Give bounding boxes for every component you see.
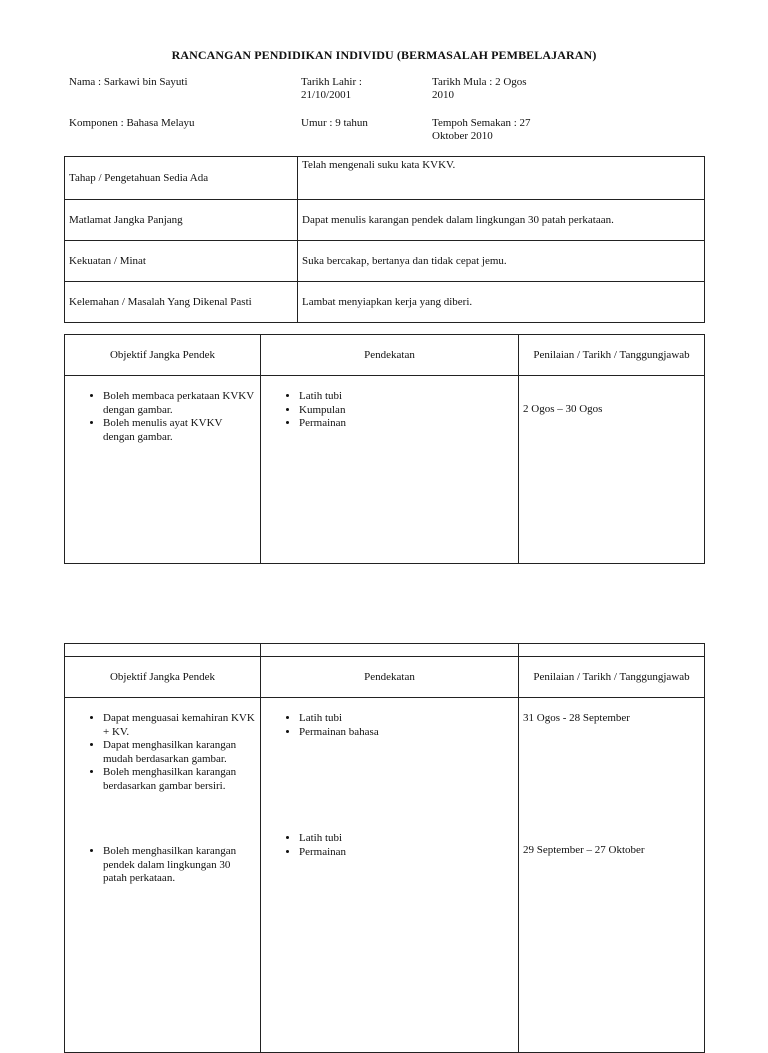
objective-item: • Boleh membaca perkataan KVKV dengan gambar. (103, 390, 256, 417)
header-pendekatan: Pendekatan (261, 657, 519, 698)
date-cell: 2 Ogos – 30 Ogos (519, 376, 705, 564)
objectives-cell (65, 698, 261, 1053)
approach-item: • Permainan (299, 846, 514, 860)
plan-row (65, 376, 705, 564)
empty-row (65, 644, 705, 657)
empty-cell (519, 644, 705, 657)
plan-table-1 (64, 334, 705, 564)
header-objektif: Objektif Jangka Pendek (65, 335, 261, 376)
plan-header-row (65, 335, 705, 376)
date-text: 31 Ogos - 28 September (523, 712, 630, 724)
plan-table-2 (64, 643, 705, 1053)
approach-item: • Latih tubi (299, 390, 514, 404)
approach-item: • Latih tubi (299, 832, 514, 846)
info-komponen: Komponen : Bahasa Melayu (69, 117, 195, 129)
objectives-cell (65, 376, 261, 564)
tarikh-lahir-label: Tarikh Lahir : (301, 76, 362, 88)
profile-table (64, 156, 705, 323)
profile-label: Tahap / Pengetahuan Sedia Ada (65, 157, 298, 200)
approaches-cell (261, 698, 519, 1053)
date-text: 29 September – 27 Oktober (523, 844, 645, 856)
profile-value: Suka bercakap, bertanya dan tidak cepat jemu. (298, 241, 705, 282)
profile-row (65, 241, 705, 282)
profile-label: Kekuatan / Minat (65, 241, 298, 282)
profile-row (65, 157, 705, 200)
header-objektif: Objektif Jangka Pendek (65, 657, 261, 698)
approach-item: • Kumpulan (299, 404, 514, 418)
info-nama: Nama : Sarkawi bin Sayuti (69, 76, 188, 88)
empty-cell (261, 644, 519, 657)
tarikh-lahir-value: 21/10/2001 (301, 89, 352, 101)
header-penilaian: Penilaian / Tarikh / Tanggungjawab (519, 657, 705, 698)
header-penilaian: Penilaian / Tarikh / Tanggungjawab (519, 335, 705, 376)
empty-cell (65, 644, 261, 657)
profile-label: Kelemahan / Masalah Yang Dikenal Pasti (65, 282, 298, 323)
profile-row (65, 200, 705, 241)
approach-item: • Latih tubi (299, 712, 514, 726)
objective-item: • Dapat menguasai kemahiran KVK + KV. (103, 712, 256, 739)
dates-cell (519, 698, 705, 1053)
approaches-cell (261, 376, 519, 564)
profile-label: Matlamat Jangka Panjang (65, 200, 298, 241)
tarikh-mula-value: 2010 (432, 89, 454, 101)
info-tempoh-semakan (432, 117, 531, 143)
approach-item: • Permainan bahasa (299, 726, 514, 740)
info-umur: Umur : 9 tahun (301, 117, 368, 129)
header-pendekatan: Pendekatan (261, 335, 519, 376)
tempoh-value: Oktober 2010 (432, 130, 493, 142)
profile-value: Telah mengenali suku kata KVKV. (298, 157, 705, 200)
profile-value: Dapat menulis karangan pendek dalam lingkungan 30 patah perkataan. (298, 200, 705, 241)
profile-row (65, 282, 705, 323)
plan-header-row (65, 657, 705, 698)
profile-value: Lambat menyiapkan kerja yang diberi. (298, 282, 705, 323)
objective-item: • Boleh menghasilkan karangan berdasarkan gambar bersiri. (103, 766, 256, 793)
objective-item: • Boleh menghasilkan karangan pendek dalam lingkungan 30 patah perkataan. (103, 845, 256, 886)
tarikh-mula-label: Tarikh Mula : 2 Ogos (432, 76, 527, 88)
objective-item: • Boleh menulis ayat KVKV dengan gambar. (103, 417, 256, 444)
tempoh-label: Tempoh Semakan : 27 (432, 117, 531, 129)
approach-item: • Permainan (299, 417, 514, 431)
document-title: RANCANGAN PENDIDIKAN INDIVIDU (BERMASALAH PEMBELAJARAN) (171, 48, 597, 62)
objective-item: • Dapat menghasilkan karangan mudah berdasarkan gambar. (103, 739, 256, 766)
info-tarikh-mula (432, 76, 527, 102)
info-tarikh-lahir (301, 76, 362, 102)
plan-row (65, 698, 705, 1053)
